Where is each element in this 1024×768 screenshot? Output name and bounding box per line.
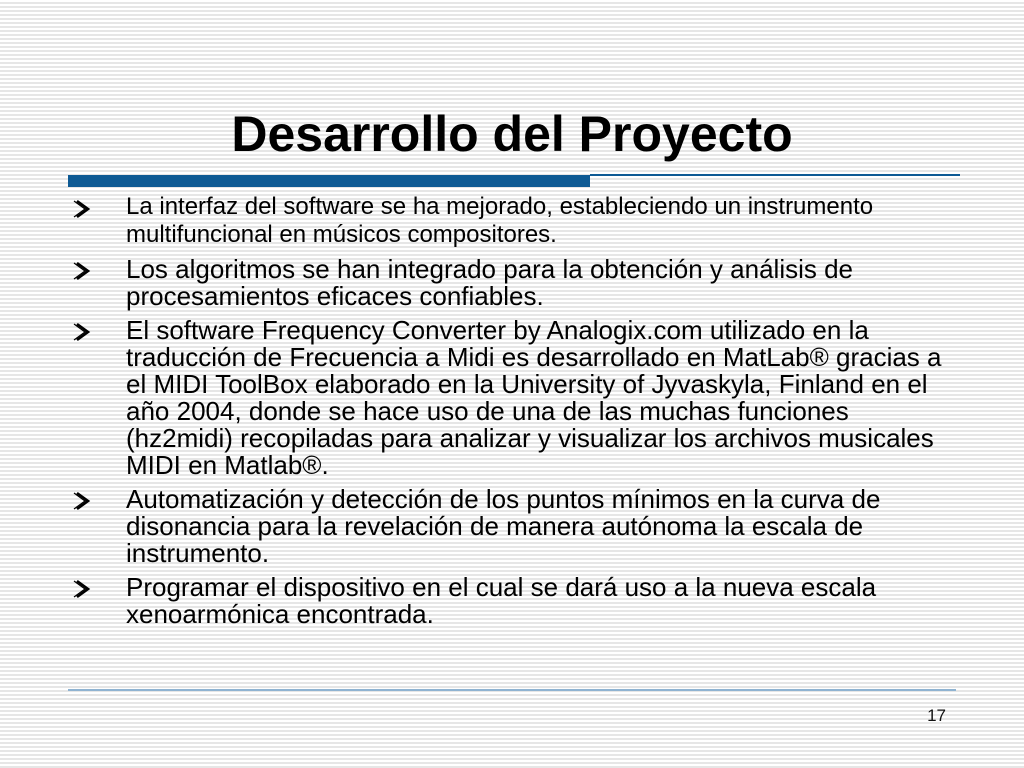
bullet-text: La interfaz del software se ha mejorado, estableciendo un instrumento multifuncional en músicos compositores. (126, 193, 874, 248)
arrow-bullet-icon (70, 576, 96, 602)
arrow-bullet-icon (70, 196, 96, 222)
slide-number: 17 (927, 706, 946, 725)
bullet-item (70, 193, 950, 249)
arrow-bullet-icon (70, 258, 96, 284)
bullet-item (70, 486, 950, 567)
bullet-text: Programar el dispositivo en el cual se dará uso a la nueva escala xenoarmónica encontrada. (126, 572, 877, 629)
bullet-list (70, 193, 950, 635)
bullet-item (70, 574, 950, 628)
arrow-bullet-icon (70, 319, 96, 345)
bullet-item (70, 256, 950, 310)
bullet-text: Automatización y detección de los puntos mínimos en la curva de disonancia para la revelación de manera autónoma la escala de instrumento. (126, 484, 881, 568)
bullet-item (70, 317, 950, 479)
arrow-bullet-icon (70, 488, 96, 514)
footer-divider (68, 689, 956, 691)
slide-title: Desarrollo del Proyecto (231, 106, 793, 162)
bullet-text: Los algoritmos se han integrado para la obtención y análisis de procesamientos eficaces confiables. (126, 254, 854, 311)
bullet-text: El software Frequency Converter by Analogix.com utilizado en la traducción de Frecuencia a Midi es desarrollado en MatLab® gracias a el MIDI ToolBox elaborado en la University of Jyvaskyla, Finland en el año 2004, donde se hace uso de una de las muchas funciones (hz2midi) recopiladas para analizar y visualizar los archivos musicales MIDI en Matlab®. (126, 315, 942, 480)
title-underline-bar (68, 175, 590, 187)
title-underline-line (590, 174, 960, 176)
